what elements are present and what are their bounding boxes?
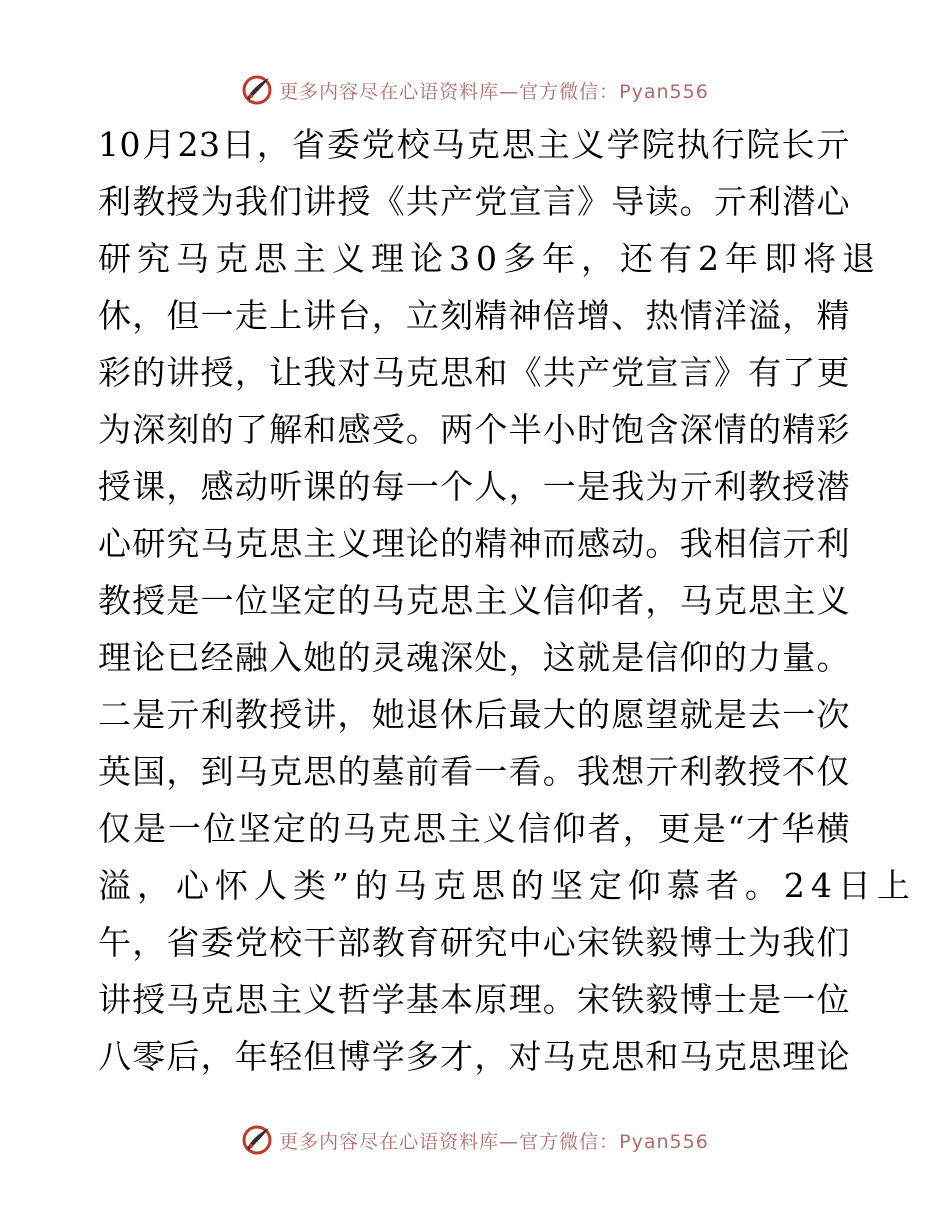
text-line: 心研究马克思主义理论的精神而感动。我相信亓利 bbox=[98, 524, 850, 563]
text-line: 讲授马克思主义哲学基本原理。宋铁毅博士是一位 bbox=[98, 980, 850, 1019]
text-line: 授课，感动听课的每一个人，一是我为亓利教授潜 bbox=[98, 467, 850, 506]
text-line: 午，省委党校干部教育研究中心宋铁毅博士为我们 bbox=[98, 923, 850, 962]
text-line: 研究马克思主义理论30多年，还有2年即将退 bbox=[98, 239, 881, 278]
header-watermark bbox=[0, 70, 950, 110]
watermark-text: 更多内容尽在心语资料库—官方微信：Pyan556 bbox=[279, 1130, 709, 1153]
text-line: 八零后，年轻但博学多才，对马克思和马克思理论 bbox=[98, 1037, 850, 1076]
quill-logo-icon bbox=[241, 74, 273, 106]
text-line: 溢，心怀人类”的马克思的坚定仰慕者。24日上 bbox=[98, 866, 916, 905]
text-line: 理论已经融入她的灵魂深处，这就是信仰的力量。 bbox=[98, 638, 850, 677]
text-line: 10月23日，省委党校马克思主义学院执行院长亓 bbox=[98, 125, 850, 164]
footer-watermark bbox=[0, 1120, 950, 1160]
text-line: 休，但一走上讲台，立刻精神倍增、热情洋溢，精 bbox=[98, 296, 850, 335]
text-line: 二是亓利教授讲，她退休后最大的愿望就是去一次 bbox=[98, 695, 850, 734]
text-line: 仅是一位坚定的马克思主义信仰者，更是“才华横 bbox=[98, 809, 850, 848]
text-line: 教授是一位坚定的马克思主义信仰者，马克思主义 bbox=[98, 581, 850, 620]
text-line: 为深刻的了解和感受。两个半小时饱含深情的精彩 bbox=[98, 410, 850, 449]
watermark-text: 更多内容尽在心语资料库—官方微信：Pyan556 bbox=[279, 80, 709, 103]
text-line: 彩的讲授，让我对马克思和《共产党宣言》有了更 bbox=[98, 353, 850, 392]
quill-logo-icon bbox=[241, 1124, 273, 1156]
text-line: 英国，到马克思的墓前看一看。我想亓利教授不仅 bbox=[98, 752, 850, 791]
text-line: 利教授为我们讲授《共产党宣言》导读。亓利潜心 bbox=[98, 182, 850, 221]
